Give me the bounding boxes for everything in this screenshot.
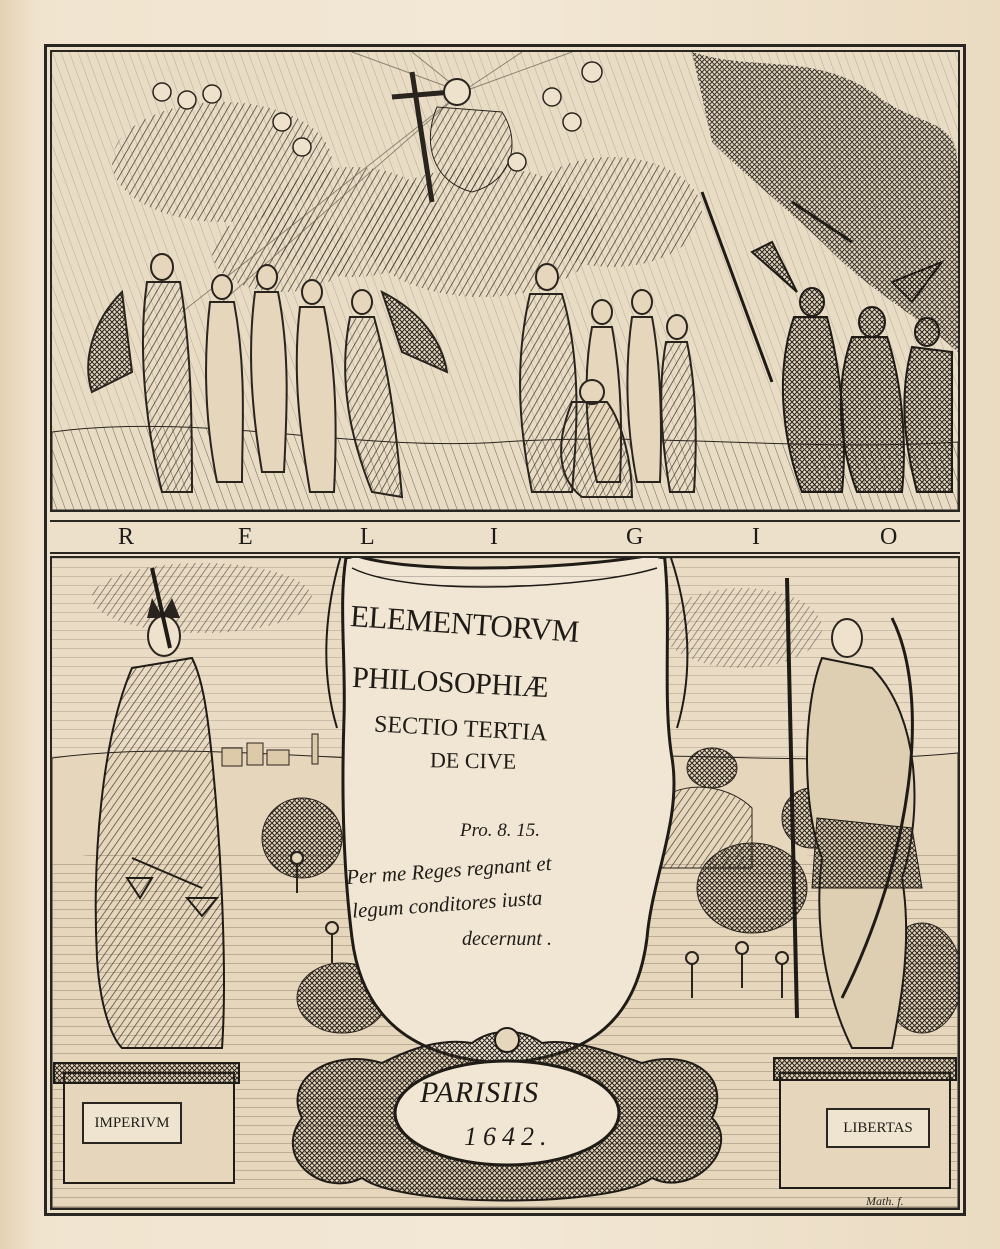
title-line-elementorum: ELEMENTORVM: [349, 598, 581, 649]
band-letter: I: [490, 524, 498, 550]
band-letter: G: [626, 524, 644, 550]
quote-line-1: Per me Reges regnant et: [345, 850, 553, 890]
plaque-imperium: IMPERIVM: [82, 1102, 182, 1144]
plaque-libertas: LIBERTAS: [826, 1108, 930, 1148]
title-line-philosophiae: PHILOSOPHIÆ: [351, 660, 549, 705]
scripture-reference: Pro. 8. 15.: [460, 820, 541, 841]
upper-engraving-last-judgement: [50, 50, 960, 512]
band-letter: I: [752, 524, 760, 550]
band-letter: L: [360, 524, 375, 550]
imprint-city: PARISIIS: [420, 1076, 540, 1109]
band-letter: O: [880, 524, 898, 550]
quote-line-2: legum conditores iusta: [351, 885, 544, 923]
band-letter: E: [238, 524, 253, 550]
quote-line-3: decernunt .: [462, 928, 552, 950]
title-line-de-cive: DE CIVE: [429, 747, 517, 774]
lower-engraving-scene: [50, 556, 960, 1210]
title-line-sectio-tertia: SECTIO TERTIA: [373, 711, 549, 747]
religio-band: [50, 520, 960, 554]
band-letter: R: [118, 524, 135, 550]
imprint-year: 1642.: [464, 1122, 553, 1151]
engraver-signature: Math. f.: [866, 1194, 904, 1208]
